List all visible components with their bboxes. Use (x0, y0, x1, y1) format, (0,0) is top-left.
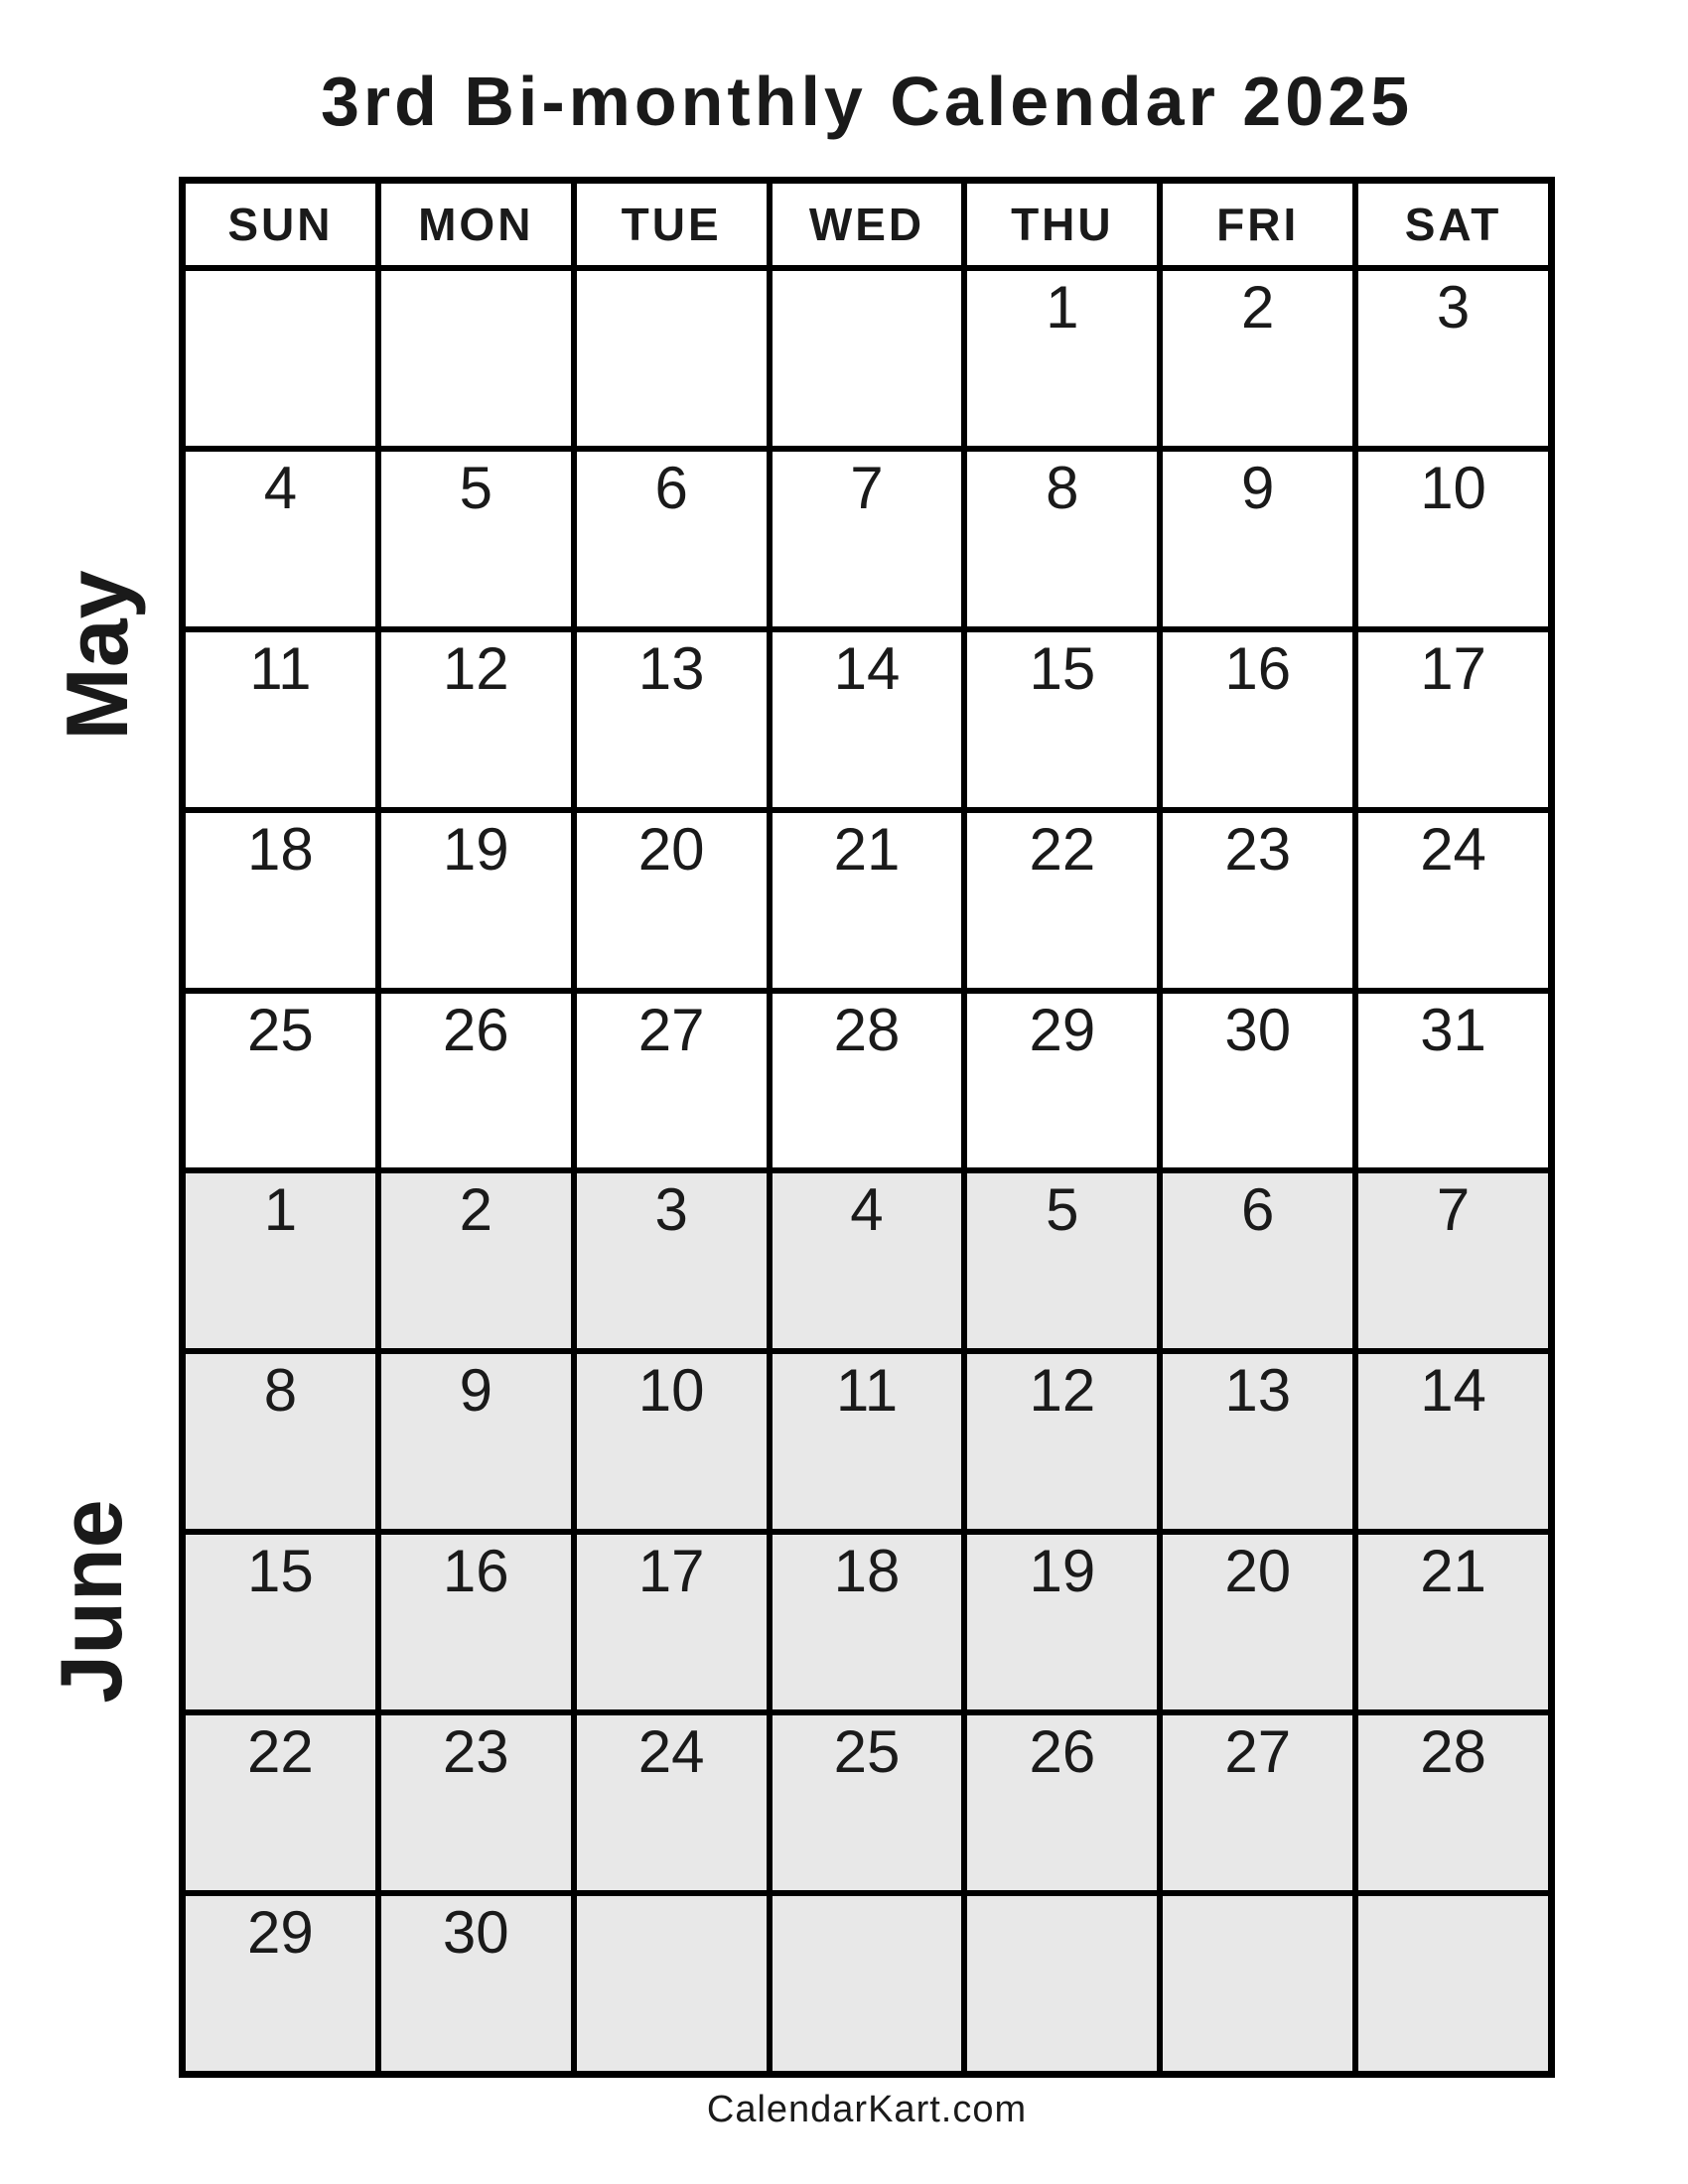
day-cell-june-23: 23 (381, 1715, 571, 1890)
day-cell-may-28: 28 (773, 994, 962, 1168)
day-cell-may-20: 20 (577, 813, 767, 988)
day-cell-june-11: 11 (773, 1354, 962, 1529)
day-cell-june-20: 20 (1163, 1535, 1352, 1709)
day-cell-june-18: 18 (773, 1535, 962, 1709)
day-cell-june-27: 27 (1163, 1715, 1352, 1890)
day-cell-may-22: 22 (967, 813, 1157, 988)
weekday-header-sat: SAT (1358, 184, 1548, 265)
day-cell-june-3: 3 (577, 1173, 767, 1348)
day-cell-may-21: 21 (773, 813, 962, 988)
day-cell-june-6: 6 (1163, 1173, 1352, 1348)
day-cell-june-17: 17 (577, 1535, 767, 1709)
day-cell-empty-june (1163, 1896, 1352, 2071)
day-cell-june-13: 13 (1163, 1354, 1352, 1529)
calendar-grid (179, 177, 1555, 2078)
day-cell-june-30: 30 (381, 1896, 571, 2071)
weekday-header-thu: THU (967, 184, 1157, 265)
day-cell-may-10: 10 (1358, 452, 1548, 626)
day-cell-june-12: 12 (967, 1354, 1157, 1529)
day-cell-may-14: 14 (773, 632, 962, 807)
weekday-header-sun: SUN (186, 184, 375, 265)
day-cell-may-5: 5 (381, 452, 571, 626)
day-cell-june-10: 10 (577, 1354, 767, 1529)
day-cell-may-31: 31 (1358, 994, 1548, 1168)
day-cell-may-19: 19 (381, 813, 571, 988)
day-cell-may-27: 27 (577, 994, 767, 1168)
day-cell-june-24: 24 (577, 1715, 767, 1890)
day-cell-june-14: 14 (1358, 1354, 1548, 1529)
day-cell-june-15: 15 (186, 1535, 375, 1709)
day-cell-may-8: 8 (967, 452, 1157, 626)
day-cell-june-19: 19 (967, 1535, 1157, 1709)
day-cell-may-25: 25 (186, 994, 375, 1168)
day-cell-june-28: 28 (1358, 1715, 1548, 1890)
day-cell-may-7: 7 (773, 452, 962, 626)
day-cell-may-11: 11 (186, 632, 375, 807)
day-cell-may-18: 18 (186, 813, 375, 988)
day-cell-empty-june (1358, 1896, 1548, 2071)
day-cell-june-8: 8 (186, 1354, 375, 1529)
day-cell-june-21: 21 (1358, 1535, 1548, 1709)
day-cell-may-29: 29 (967, 994, 1157, 1168)
day-cell-may-24: 24 (1358, 813, 1548, 988)
day-cell-june-4: 4 (773, 1173, 962, 1348)
day-cell-empty-june (773, 1896, 962, 2071)
day-cell-may-2: 2 (1163, 271, 1352, 446)
day-cell-empty-may (186, 271, 375, 446)
weekday-header-wed: WED (773, 184, 962, 265)
day-cell-may-4: 4 (186, 452, 375, 626)
footer-watermark: CalendarKart.com (706, 2089, 1028, 2130)
day-cell-may-9: 9 (1163, 452, 1352, 626)
day-cell-may-30: 30 (1163, 994, 1352, 1168)
day-cell-june-26: 26 (967, 1715, 1157, 1890)
day-cell-empty-june (967, 1896, 1157, 2071)
weekday-header-fri: FRI (1163, 184, 1352, 265)
day-cell-june-1: 1 (186, 1173, 375, 1348)
weekday-header-tue: TUE (577, 184, 767, 265)
weekday-header-mon: MON (381, 184, 571, 265)
day-cell-june-7: 7 (1358, 1173, 1548, 1348)
month-label-may: May (48, 570, 146, 741)
day-cell-may-15: 15 (967, 632, 1157, 807)
day-cell-may-13: 13 (577, 632, 767, 807)
day-cell-may-17: 17 (1358, 632, 1548, 807)
day-cell-june-29: 29 (186, 1896, 375, 2071)
day-cell-may-3: 3 (1358, 271, 1548, 446)
day-cell-may-23: 23 (1163, 813, 1352, 988)
page-title: 3rd Bi-monthly Calendar 2025 (320, 63, 1414, 140)
day-cell-june-16: 16 (381, 1535, 571, 1709)
day-cell-empty-june (577, 1896, 767, 2071)
day-cell-may-12: 12 (381, 632, 571, 807)
day-cell-june-9: 9 (381, 1354, 571, 1529)
day-cell-may-16: 16 (1163, 632, 1352, 807)
day-cell-may-1: 1 (967, 271, 1157, 446)
day-cell-empty-may (577, 271, 767, 446)
day-cell-june-2: 2 (381, 1173, 571, 1348)
day-cell-june-5: 5 (967, 1173, 1157, 1348)
month-label-june: June (42, 1499, 140, 1704)
day-cell-may-26: 26 (381, 994, 571, 1168)
day-cell-empty-may (773, 271, 962, 446)
day-cell-empty-may (381, 271, 571, 446)
day-cell-june-25: 25 (773, 1715, 962, 1890)
day-cell-june-22: 22 (186, 1715, 375, 1890)
day-cell-may-6: 6 (577, 452, 767, 626)
